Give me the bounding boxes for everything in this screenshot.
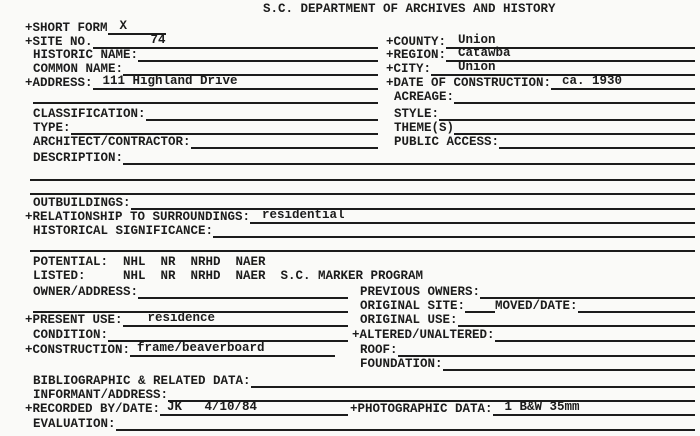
bibliographic-label: BIBLIOGRAPHIC & RELATED DATA: xyxy=(33,374,251,388)
original-use-label: ORIGINAL USE: xyxy=(360,313,458,327)
blank-line-row xyxy=(33,91,378,104)
ruled-line xyxy=(465,298,495,313)
ruled-line xyxy=(511,47,695,62)
photographic-data-label: +PHOTOGRAPHIC DATA: xyxy=(350,402,493,416)
short-form-label: +SHORT FORM xyxy=(25,21,108,35)
ruled-line xyxy=(138,47,378,62)
continuation-line-row xyxy=(30,239,695,252)
county-value: Union xyxy=(446,34,496,49)
potential-options: NHL NR NRHD NAER xyxy=(123,255,266,269)
field-construction xyxy=(25,341,335,357)
ruled-line xyxy=(580,401,695,416)
address-value: 111 Highland Drive xyxy=(93,75,238,90)
ruled-line xyxy=(30,166,695,181)
ruled-line xyxy=(146,106,378,121)
listed-label: LISTED: xyxy=(33,269,86,283)
ruled-line xyxy=(257,401,348,416)
short-form-value: X xyxy=(108,20,166,35)
present-use-value: residence xyxy=(123,312,216,327)
ruled-line xyxy=(499,134,695,149)
ruled-line xyxy=(123,150,695,165)
ruled-line xyxy=(238,75,378,90)
county-label: +COUNTY: xyxy=(386,35,447,49)
ruled-line xyxy=(622,75,695,90)
ruled-line xyxy=(138,284,348,299)
form-title-text: S.C. DEPARTMENT OF ARCHIVES AND HISTORY xyxy=(263,2,556,16)
original-site-label: ORIGINAL SITE: xyxy=(360,299,466,313)
architect-contractor-label: ARCHITECT/CONTRACTOR: xyxy=(33,135,191,149)
site-no-label: +SITE NO. xyxy=(25,35,93,49)
field-acreage xyxy=(394,91,695,104)
continuation-line-row xyxy=(30,182,695,195)
condition-label: CONDITION: xyxy=(33,328,109,342)
altered-unaltered-label: +ALTERED/UNALTERED: xyxy=(352,328,495,342)
informant-address-label: INFORMANT/ADDRESS: xyxy=(33,388,169,402)
ruled-line xyxy=(265,342,335,357)
owner-address-label: OWNER/ADDRESS: xyxy=(33,285,139,299)
classification-label: CLASSIFICATION: xyxy=(33,107,146,121)
outbuildings-label: OUTBUILDINGS: xyxy=(33,196,131,210)
field-architect-contractor xyxy=(33,136,378,149)
field-photographic-data xyxy=(350,400,695,416)
style-label: STYLE: xyxy=(394,107,440,121)
field-description xyxy=(33,152,695,165)
ruled-line xyxy=(213,223,695,238)
evaluation-label: EVALUATION: xyxy=(33,417,116,431)
form-title xyxy=(263,3,556,16)
construction-label: +CONSTRUCTION: xyxy=(25,343,131,357)
date-of-construction-value: ca. 1930 xyxy=(551,75,622,90)
city-value: Union xyxy=(431,61,496,76)
region-label: +REGION: xyxy=(386,48,447,62)
field-listed xyxy=(33,270,423,283)
description-label: DESCRIPTION: xyxy=(33,151,124,165)
ruled-line xyxy=(71,120,378,135)
public-access-label: PUBLIC ACCESS: xyxy=(394,135,500,149)
field-potential xyxy=(33,256,266,269)
ruled-line xyxy=(578,298,695,313)
field-present-use xyxy=(25,311,348,327)
potential-label: POTENTIAL: xyxy=(33,255,109,269)
relationship-to-surroundings-value: residential xyxy=(250,209,345,224)
ruled-line xyxy=(454,89,695,104)
ruled-line xyxy=(495,327,695,342)
address-label: +ADDRESS: xyxy=(25,76,93,90)
ruled-line xyxy=(131,195,695,210)
field-recorded-by-date xyxy=(25,400,348,416)
date-of-construction-label: +DATE OF CONSTRUCTION: xyxy=(386,76,552,90)
photographic-data-value: 1 B&W 35mm xyxy=(493,401,580,416)
ruled-line xyxy=(30,237,695,252)
recorded-by-date-label: +RECORDED BY/DATE: xyxy=(25,402,161,416)
ruled-line xyxy=(345,209,695,224)
field-evaluation xyxy=(33,418,695,431)
previous-owners-label: PREVIOUS OWNERS: xyxy=(360,285,481,299)
acreage-label: ACREAGE: xyxy=(394,90,455,104)
ruled-line xyxy=(458,312,695,327)
field-foundation xyxy=(360,358,695,371)
ruled-line xyxy=(33,89,378,104)
roof-label: ROOF: xyxy=(360,343,398,357)
construction-value: frame/beaverboard xyxy=(130,342,265,357)
historical-significance-label: HISTORICAL SIGNIFICANCE: xyxy=(33,224,214,238)
field-original-use xyxy=(360,314,695,327)
ruled-line xyxy=(398,342,695,357)
relationship-to-surroundings-label: +RELATIONSHIP TO SURROUNDINGS: xyxy=(25,210,251,224)
themes-label: THEME(S) xyxy=(394,121,455,135)
listed-options: NHL NR NRHD NAER S.C. MARKER PROGRAM xyxy=(123,269,424,283)
foundation-label: FOUNDATION: xyxy=(360,357,443,371)
ruled-line xyxy=(454,120,695,135)
moved-date-label: MOVED/DATE: xyxy=(495,299,578,313)
site-no-value: 74 xyxy=(93,34,166,49)
ruled-line xyxy=(251,373,695,388)
ruled-line xyxy=(443,356,695,371)
region-value: Catawba xyxy=(446,47,511,62)
ruled-line xyxy=(215,312,348,327)
recorded-by-date-value: JK 4/10/84 xyxy=(160,401,257,416)
ruled-line xyxy=(439,106,695,121)
ruled-line xyxy=(480,284,695,299)
ruled-line xyxy=(191,134,378,149)
field-altered-unaltered xyxy=(352,329,695,342)
city-label: +CITY: xyxy=(386,62,432,76)
ruled-line xyxy=(30,180,695,195)
common-name-label: COMMON NAME: xyxy=(33,62,124,76)
type-label: TYPE: xyxy=(33,121,71,135)
present-use-label: +PRESENT USE: xyxy=(25,313,123,327)
ruled-line xyxy=(108,327,348,342)
historic-name-label: HISTORIC NAME: xyxy=(33,48,139,62)
field-public-access xyxy=(394,136,695,149)
ruled-line xyxy=(116,416,695,431)
